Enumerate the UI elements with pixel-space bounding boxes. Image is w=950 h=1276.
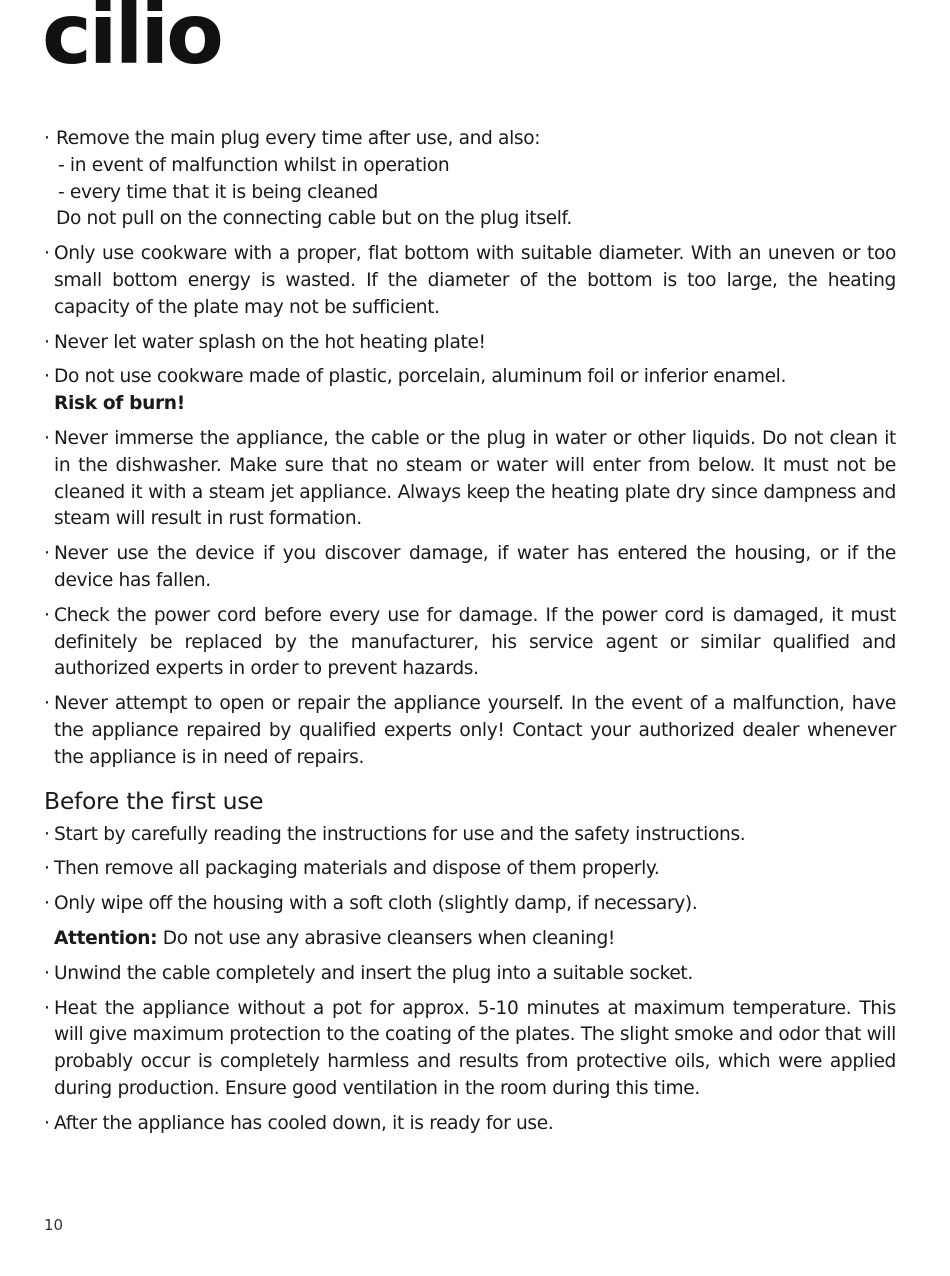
safety-item-unplug bbox=[44, 126, 896, 233]
safety-item-materials bbox=[44, 364, 896, 418]
first-use-item-packaging: · Then remove all packaging materials and dispose of them properly. bbox=[44, 856, 896, 883]
risk-of-burn-warning: Risk of burn! bbox=[54, 393, 185, 415]
first-use-item-wipe: · Only wipe off the housing with a soft cloth (slightly damp, if necessary). bbox=[44, 891, 896, 918]
attention-label: Attention: bbox=[54, 927, 158, 949]
section-heading-first-use: Before the first use bbox=[44, 786, 264, 815]
safety-item-power-cord: · Check the power cord before every use for damage. If the power cord is damaged, it must definitely be replaced by the manufacturer, his service agent or similar qualified and authorized experts in order to prevent hazards. bbox=[44, 603, 896, 683]
first-use-item-ready: · After the appliance has cooled down, it is ready for use. bbox=[44, 1111, 896, 1138]
page-number: 10 bbox=[44, 1216, 64, 1234]
first-use-item-read: · Start by carefully reading the instructions for use and the safety instructions. bbox=[44, 822, 896, 849]
safety-item-cookware: · Only use cookware with a proper, flat bottom with suitable diameter. With an uneven or too small bottom energy is wasted. If the diameter of the bottom is too large, the heating capacity of the plate may not be sufficient. bbox=[44, 241, 896, 321]
safety-item-unplug-sub-cleaning: - every time that it is being cleaned bbox=[58, 181, 378, 203]
attention-text: Do not use any abrasive cleansers when cleaning! bbox=[157, 927, 616, 949]
first-use-item-cable: · Unwind the cable completely and insert the plug into a suitable socket. bbox=[44, 961, 896, 988]
safety-item-unplug-sub-malfunction: - in event of malfunction whilst in operation bbox=[58, 154, 450, 176]
safety-item-unplug-tail: Do not pull on the connecting cable but on the plug itself. bbox=[56, 208, 572, 230]
first-use-item-heat: · Heat the appliance without a pot for approx. 5-10 minutes at maximum temperature. This will give maximum protection to the coating of the plates. The slight smoke and odor that will probably occur is completely harmless and results from protective oils, which were applied during production. Ensure good ventilation in the room during this time. bbox=[44, 996, 896, 1103]
safety-item-damage: · Never use the device if you discover damage, if water has entered the housing, or if the device has fallen. bbox=[44, 541, 896, 595]
safety-item-unplug-text: · Remove the main plug every time after use, and also: bbox=[56, 128, 541, 149]
safety-item-materials-text: Do not use cookware made of plastic, porcelain, aluminum foil or inferior enamel. bbox=[54, 366, 787, 388]
safety-item-repair: · Never attempt to open or repair the appliance yourself. In the event of a malfunction, have the appliance repaired by qualified experts only! Contact your authorized dealer whenever the appliance is in need of repairs. bbox=[44, 691, 896, 771]
manual-content bbox=[44, 126, 896, 1146]
brand-logo: cilio bbox=[42, 0, 221, 83]
attention-note bbox=[44, 926, 896, 953]
safety-item-immerse: · Never immerse the appliance, the cable or the plug in water or other liquids. Do not clean it in the dishwasher. Make sure that no steam or water will enter from below. It must not be cleaned it with a steam jet appliance. Always keep the heating plate dry since dampness and steam will result in rust formation. bbox=[44, 426, 896, 533]
safety-item-water-splash: · Never let water splash on the hot heating plate! bbox=[44, 330, 896, 357]
